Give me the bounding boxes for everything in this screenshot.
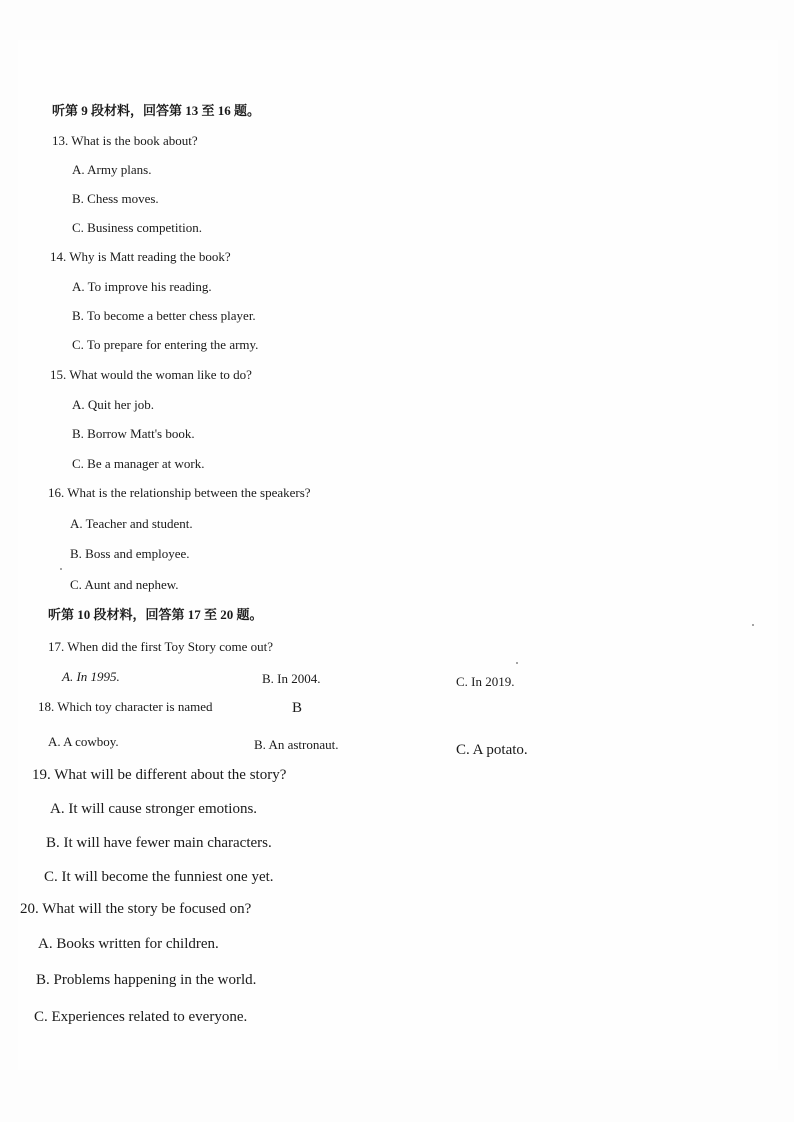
q16-stem: 16. What is the relationship between the speakers? (48, 485, 311, 500)
q17-option-a[interactable]: A. In 1995. (62, 669, 120, 684)
section-10-instruction: 听第 10 段材料，回答第 17 至 20 题。 (48, 607, 263, 622)
q18-handwritten-mark: B (292, 700, 303, 716)
q14-stem: 14. Why is Matt reading the book? (50, 249, 231, 264)
q16-option-a[interactable]: A. Teacher and student. (70, 516, 193, 531)
scan-speck (60, 568, 62, 570)
q13-option-c[interactable]: C. Business competition. (72, 220, 202, 235)
scan-speck (516, 662, 518, 664)
q13-option-b[interactable]: B. Chess moves. (72, 191, 159, 206)
q16-option-c[interactable]: C. Aunt and nephew. (70, 577, 179, 592)
q20-option-c[interactable]: C. Experiences related to everyone. (34, 1009, 248, 1025)
q18-stem: 18. Which toy character is named (38, 699, 213, 714)
q13-stem: 13. What is the book about? (52, 133, 198, 148)
q15-option-c[interactable]: C. Be a manager at work. (72, 456, 205, 471)
q17-option-b[interactable]: B. In 2004. (262, 671, 321, 686)
q20-stem: 20. What will the story be focused on? (20, 901, 252, 917)
q19-option-a[interactable]: A. It will cause stronger emotions. (50, 801, 258, 817)
q18-option-b[interactable]: B. An astronaut. (254, 737, 339, 752)
section-9-instruction: 听第 9 段材料，回答第 13 至 16 题。 (52, 103, 261, 118)
q20-option-a[interactable]: A. Books written for children. (38, 936, 219, 952)
q16-option-b[interactable]: B. Boss and employee. (70, 546, 190, 561)
q18-option-c[interactable]: C. A potato. (456, 742, 528, 758)
scan-speck (752, 624, 754, 626)
q15-stem: 15. What would the woman like to do? (50, 367, 252, 382)
q13-option-a[interactable]: A. Army plans. (72, 162, 152, 177)
q19-option-b[interactable]: B. It will have fewer main characters. (46, 835, 272, 851)
q17-option-c[interactable]: C. In 2019. (456, 674, 515, 689)
q14-option-a[interactable]: A. To improve his reading. (72, 279, 212, 294)
q15-option-a[interactable]: A. Quit her job. (72, 397, 154, 412)
q19-stem: 19. What will be different about the story? (32, 767, 287, 783)
q17-stem: 17. When did the first Toy Story come out? (48, 639, 273, 654)
q15-option-b[interactable]: B. Borrow Matt's book. (72, 426, 195, 441)
q18-option-a[interactable]: A. A cowboy. (48, 734, 119, 749)
q20-option-b[interactable]: B. Problems happening in the world. (36, 972, 257, 988)
q19-option-c[interactable]: C. It will become the funniest one yet. (44, 869, 274, 885)
q14-option-c[interactable]: C. To prepare for entering the army. (72, 337, 259, 352)
q14-option-b[interactable]: B. To become a better chess player. (72, 308, 256, 323)
